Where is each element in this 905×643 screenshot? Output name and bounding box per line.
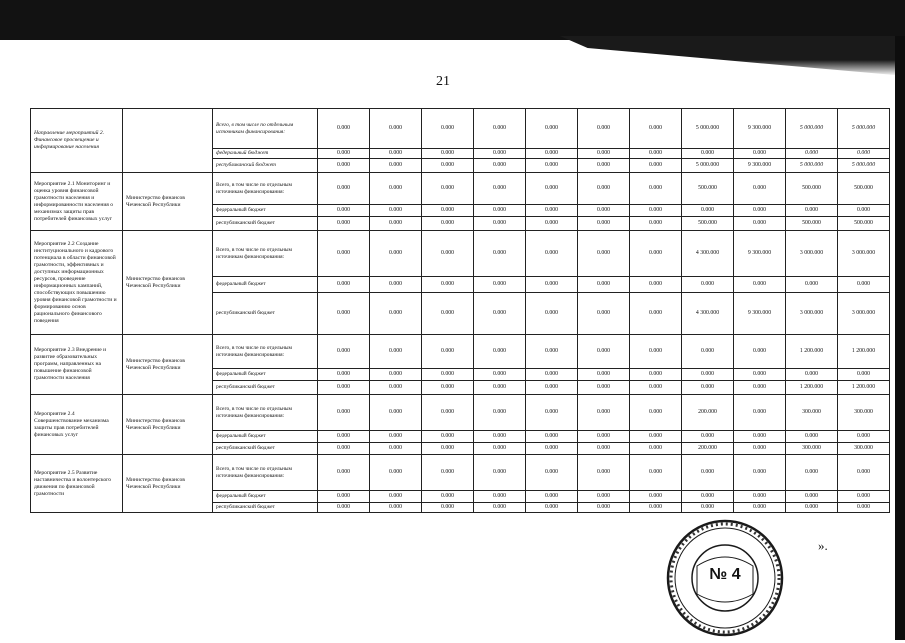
event-cell: Мероприятие 2.1 Мониторинг и оценка уровня финансовой грамотности населения и информированности населения о механизмах защиты прав потребителей финансовых услуг (31, 173, 123, 231)
amount-cell: 0.000 (682, 431, 734, 443)
source-cell: республиканский бюджет (213, 443, 318, 455)
amount-cell: 500.000 (786, 173, 838, 205)
amount-cell: 9 300.000 (734, 293, 786, 335)
amount-cell: 0.000 (526, 491, 578, 503)
amount-cell: 0.000 (786, 205, 838, 217)
amount-cell: 0.000 (526, 149, 578, 159)
amount-cell: 3 000.000 (786, 293, 838, 335)
amount-cell: 9 300.000 (734, 109, 786, 149)
amount-cell: 0.000 (630, 491, 682, 503)
amount-cell: 0.000 (422, 443, 474, 455)
table-row (31, 173, 905, 205)
amount-cell: 0.000 (578, 335, 630, 369)
amount-cell: 0.000 (526, 231, 578, 277)
amount-cell: 0.000 (422, 205, 474, 217)
amount-cell: 0.000 (474, 109, 526, 149)
amount-cell: 0.000 (422, 159, 474, 173)
amount-cell: 0.000 (838, 149, 890, 159)
amount-cell: 0.000 (474, 277, 526, 293)
amount-cell: 0.000 (526, 335, 578, 369)
amount-cell: 0.000 (318, 277, 370, 293)
amount-cell: 0.000 (578, 431, 630, 443)
amount-cell: 0.000 (786, 277, 838, 293)
amount-cell: 0.000 (422, 231, 474, 277)
amount-cell: 0.000 (526, 455, 578, 491)
scan-shadow-corner (560, 36, 905, 76)
amount-cell: 1 200.000 (838, 381, 890, 395)
amount-cell: 0.000 (786, 455, 838, 491)
amount-cell: 0.000 (838, 503, 890, 513)
amount-cell: 9 300.000 (734, 159, 786, 173)
amount-cell: 500.000 (786, 217, 838, 231)
source-cell: федеральный бюджет (213, 205, 318, 217)
amount-cell: 0.000 (370, 159, 422, 173)
amount-cell: 0.000 (474, 293, 526, 335)
amount-cell: 0.000 (318, 503, 370, 513)
source-cell: федеральный бюджет (213, 277, 318, 293)
amount-cell: 0.000 (630, 159, 682, 173)
source-cell: федеральный бюджет (213, 491, 318, 503)
amount-cell: 0.000 (578, 491, 630, 503)
amount-cell: 0.000 (838, 455, 890, 491)
source-cell: республиканский бюджет (213, 293, 318, 335)
amount-cell: 0.000 (630, 293, 682, 335)
amount-cell: 300.000 (838, 443, 890, 455)
amount-cell: 0.000 (422, 149, 474, 159)
amount-cell: 0.000 (578, 503, 630, 513)
amount-cell: 0.000 (578, 231, 630, 277)
amount-cell: 0.000 (370, 173, 422, 205)
amount-cell: 300.000 (838, 395, 890, 431)
amount-cell: 0.000 (838, 369, 890, 381)
event-cell: Мероприятие 2.2 Создание институционального и кадрового потенциала в области финансовой грамотности, эффективных и доступных информационных ресурсов, проведение информационных кампаний, способствующих повышению уровня финансовой грамотности и формированию основ рационального финансового поведения (31, 231, 123, 335)
amount-cell: 0.000 (370, 381, 422, 395)
amount-cell: 0.000 (422, 335, 474, 369)
amount-cell: 0.000 (630, 443, 682, 455)
amount-cell: 0.000 (474, 443, 526, 455)
amount-cell: 0.000 (682, 503, 734, 513)
amount-cell: 0.000 (734, 205, 786, 217)
amount-cell: 300.000 (786, 443, 838, 455)
amount-cell: 0.000 (838, 431, 890, 443)
amount-cell: 0.000 (370, 443, 422, 455)
amount-cell: 0.000 (370, 335, 422, 369)
amount-cell: 0.000 (734, 455, 786, 491)
amount-cell: 0.000 (422, 455, 474, 491)
amount-cell: 5 000.000 (786, 159, 838, 173)
amount-cell: 0.000 (318, 159, 370, 173)
amount-cell: 0.000 (526, 381, 578, 395)
amount-cell: 0.000 (318, 381, 370, 395)
amount-cell: 0.000 (786, 149, 838, 159)
amount-cell: 0.000 (578, 173, 630, 205)
amount-cell: 0.000 (578, 159, 630, 173)
amount-cell: 0.000 (578, 455, 630, 491)
amount-cell: 0.000 (318, 455, 370, 491)
amount-cell: 5 000.000 (838, 159, 890, 173)
amount-cell: 0.000 (474, 503, 526, 513)
amount-cell: 0.000 (370, 109, 422, 149)
amount-cell: 0.000 (630, 455, 682, 491)
amount-cell: 0.000 (370, 293, 422, 335)
amount-cell: 0.000 (370, 231, 422, 277)
amount-cell: 0.000 (578, 109, 630, 149)
amount-cell: 0.000 (422, 503, 474, 513)
amount-cell: 0.000 (526, 173, 578, 205)
amount-cell: 0.000 (422, 277, 474, 293)
amount-cell: 0.000 (474, 491, 526, 503)
source-cell: федеральный бюджет (213, 369, 318, 381)
amount-cell: 0.000 (526, 217, 578, 231)
amount-cell: 0.000 (318, 109, 370, 149)
event-cell: Мероприятие 2.5 Развитие наставничества и волонтерского движения по финансовой грамотности (31, 455, 123, 513)
source-cell: Всего, в том числе по отдельным источникам финансирования: (213, 231, 318, 277)
amount-cell: 0.000 (318, 369, 370, 381)
event-cell: Направление мероприятий 2. Финансовое просвещение и информирование населения (31, 109, 123, 173)
amount-cell: 9 300.000 (734, 231, 786, 277)
page-number: 21 (436, 74, 450, 90)
amount-cell: 5 000.000 (682, 109, 734, 149)
amount-cell: 0.000 (422, 381, 474, 395)
amount-cell: 0.000 (474, 159, 526, 173)
event-cell: Мероприятие 2.3 Внедрение и развитие образовательных программ, направленных на повышение финансовой грамотности населения (31, 335, 123, 395)
amount-cell: 0.000 (370, 395, 422, 431)
amount-cell: 3 000.000 (838, 293, 890, 335)
closing-quote: ». (818, 538, 828, 554)
executor-cell: Министерство финансов Чеченской Республики (123, 455, 213, 513)
amount-cell: 0.000 (526, 369, 578, 381)
amount-cell: 0.000 (682, 205, 734, 217)
amount-cell: 0.000 (734, 369, 786, 381)
event-cell: Мероприятие 2.4 Совершенствование механизма защиты прав потребителей финансовых услуг (31, 395, 123, 455)
table-row (31, 455, 905, 491)
amount-cell: 0.000 (474, 335, 526, 369)
amount-cell: 0.000 (526, 109, 578, 149)
amount-cell: 0.000 (318, 335, 370, 369)
amount-cell: 0.000 (370, 369, 422, 381)
amount-cell: 0.000 (474, 149, 526, 159)
amount-cell: 0.000 (318, 205, 370, 217)
amount-cell: 5 000.000 (838, 109, 890, 149)
table-row (31, 335, 905, 369)
amount-cell: 0.000 (578, 369, 630, 381)
amount-cell: 4 300.000 (682, 293, 734, 335)
amount-cell: 0.000 (630, 205, 682, 217)
source-cell: Всего, в том числе по отдельным источникам финансирования: (213, 455, 318, 491)
amount-cell: 0.000 (370, 431, 422, 443)
amount-cell: 0.000 (630, 335, 682, 369)
source-cell: федеральный бюджет (213, 149, 318, 159)
amount-cell: 0.000 (370, 455, 422, 491)
amount-cell: 1 200.000 (786, 381, 838, 395)
executor-cell: Министерство финансов Чеченской Республики (123, 335, 213, 395)
amount-cell: 3 000.000 (786, 231, 838, 277)
amount-cell: 0.000 (318, 431, 370, 443)
amount-cell: 0.000 (370, 217, 422, 231)
amount-cell: 1 200.000 (786, 335, 838, 369)
amount-cell: 0.000 (370, 205, 422, 217)
amount-cell: 0.000 (734, 381, 786, 395)
amount-cell: 0.000 (474, 455, 526, 491)
amount-cell: 0.000 (578, 205, 630, 217)
amount-cell: 0.000 (422, 369, 474, 381)
seal-number: № 4 (665, 566, 785, 584)
amount-cell: 0.000 (474, 431, 526, 443)
amount-cell: 0.000 (422, 431, 474, 443)
amount-cell: 0.000 (526, 277, 578, 293)
source-cell: Всего, в том числе по отдельным источникам финансирования: (213, 109, 318, 149)
amount-cell: 200.000 (682, 395, 734, 431)
amount-cell: 0.000 (578, 443, 630, 455)
source-cell: республиканский бюджет (213, 159, 318, 173)
amount-cell: 0.000 (422, 293, 474, 335)
amount-cell: 0.000 (318, 443, 370, 455)
amount-cell: 0.000 (786, 431, 838, 443)
amount-cell: 0.000 (734, 335, 786, 369)
amount-cell: 0.000 (526, 503, 578, 513)
amount-cell: 0.000 (838, 205, 890, 217)
amount-cell: 0.000 (682, 455, 734, 491)
amount-cell: 0.000 (318, 173, 370, 205)
amount-cell: 200.000 (682, 443, 734, 455)
amount-cell: 0.000 (734, 395, 786, 431)
amount-cell: 0.000 (474, 173, 526, 205)
source-cell: Всего, в том числе по отдельным источникам финансирования: (213, 395, 318, 431)
amount-cell: 0.000 (318, 231, 370, 277)
amount-cell: 0.000 (630, 503, 682, 513)
amount-cell: 0.000 (630, 369, 682, 381)
amount-cell: 0.000 (578, 217, 630, 231)
table-row (31, 395, 905, 431)
amount-cell: 0.000 (734, 149, 786, 159)
amount-cell: 0.000 (422, 395, 474, 431)
amount-cell: 0.000 (682, 491, 734, 503)
amount-cell: 0.000 (526, 293, 578, 335)
executor-cell: Министерство финансов Чеченской Республики (123, 173, 213, 231)
amount-cell: 0.000 (474, 231, 526, 277)
amount-cell: 0.000 (578, 395, 630, 431)
amount-cell: 0.000 (318, 293, 370, 335)
amount-cell: 0.000 (630, 217, 682, 231)
amount-cell: 0.000 (682, 369, 734, 381)
amount-cell: 0.000 (370, 491, 422, 503)
amount-cell: 0.000 (682, 149, 734, 159)
amount-cell: 0.000 (526, 159, 578, 173)
amount-cell: 0.000 (526, 431, 578, 443)
executor-cell: Министерство финансов Чеченской Республики (123, 395, 213, 455)
amount-cell: 0.000 (578, 149, 630, 159)
amount-cell: 5 000.000 (682, 159, 734, 173)
amount-cell: 0.000 (370, 277, 422, 293)
amount-cell: 0.000 (682, 277, 734, 293)
amount-cell: 0.000 (838, 277, 890, 293)
amount-cell: 1 200.000 (838, 335, 890, 369)
executor-cell (123, 109, 213, 173)
amount-cell: 0.000 (734, 173, 786, 205)
amount-cell: 0.000 (318, 491, 370, 503)
amount-cell: 0.000 (474, 217, 526, 231)
amount-cell: 500.000 (682, 217, 734, 231)
amount-cell: 5 000.000 (786, 109, 838, 149)
amount-cell: 0.000 (474, 369, 526, 381)
amount-cell: 0.000 (318, 395, 370, 431)
executor-cell: Министерство финансов Чеченской Республики (123, 231, 213, 335)
amount-cell: 0.000 (734, 217, 786, 231)
amount-cell: 500.000 (682, 173, 734, 205)
source-cell: республиканский бюджет (213, 503, 318, 513)
scan-shadow-top (0, 0, 905, 40)
amount-cell: 500.000 (838, 173, 890, 205)
amount-cell: 0.000 (422, 109, 474, 149)
table-row (31, 109, 905, 149)
amount-cell: 0.000 (526, 395, 578, 431)
amount-cell: 0.000 (630, 149, 682, 159)
amount-cell: 0.000 (682, 381, 734, 395)
amount-cell: 0.000 (630, 231, 682, 277)
source-cell: республиканский бюджет (213, 381, 318, 395)
amount-cell: 0.000 (682, 335, 734, 369)
amount-cell: 0.000 (474, 205, 526, 217)
amount-cell: 0.000 (422, 217, 474, 231)
source-cell: республиканский бюджет (213, 217, 318, 231)
amount-cell: 0.000 (630, 109, 682, 149)
amount-cell: 0.000 (734, 443, 786, 455)
amount-cell: 0.000 (786, 369, 838, 381)
official-seal (665, 518, 785, 638)
amount-cell: 0.000 (370, 503, 422, 513)
amount-cell: 0.000 (526, 205, 578, 217)
amount-cell: 0.000 (734, 277, 786, 293)
amount-cell: 300.000 (786, 395, 838, 431)
amount-cell: 0.000 (578, 293, 630, 335)
amount-cell: 0.000 (630, 173, 682, 205)
amount-cell: 4 300.000 (682, 231, 734, 277)
financing-table (30, 108, 905, 513)
amount-cell: 0.000 (786, 503, 838, 513)
amount-cell: 0.000 (370, 149, 422, 159)
amount-cell: 0.000 (474, 395, 526, 431)
amount-cell: 3 000.000 (838, 231, 890, 277)
amount-cell: 0.000 (578, 277, 630, 293)
amount-cell: 0.000 (630, 395, 682, 431)
source-cell: федеральный бюджет (213, 431, 318, 443)
amount-cell: 0.000 (734, 503, 786, 513)
amount-cell: 0.000 (422, 173, 474, 205)
table-row (31, 231, 905, 277)
source-cell: Всего, в том числе по отдельным источникам финансирования: (213, 173, 318, 205)
amount-cell: 0.000 (630, 381, 682, 395)
amount-cell: 0.000 (318, 149, 370, 159)
amount-cell: 0.000 (630, 277, 682, 293)
amount-cell: 0.000 (318, 217, 370, 231)
amount-cell: 500.000 (838, 217, 890, 231)
amount-cell: 0.000 (422, 491, 474, 503)
amount-cell: 0.000 (526, 443, 578, 455)
amount-cell: 0.000 (838, 491, 890, 503)
amount-cell: 0.000 (786, 491, 838, 503)
amount-cell: 0.000 (474, 381, 526, 395)
source-cell: Всего, в том числе по отдельным источникам финансирования: (213, 335, 318, 369)
amount-cell: 0.000 (578, 381, 630, 395)
amount-cell: 0.000 (630, 431, 682, 443)
amount-cell: 0.000 (734, 431, 786, 443)
amount-cell: 0.000 (734, 491, 786, 503)
